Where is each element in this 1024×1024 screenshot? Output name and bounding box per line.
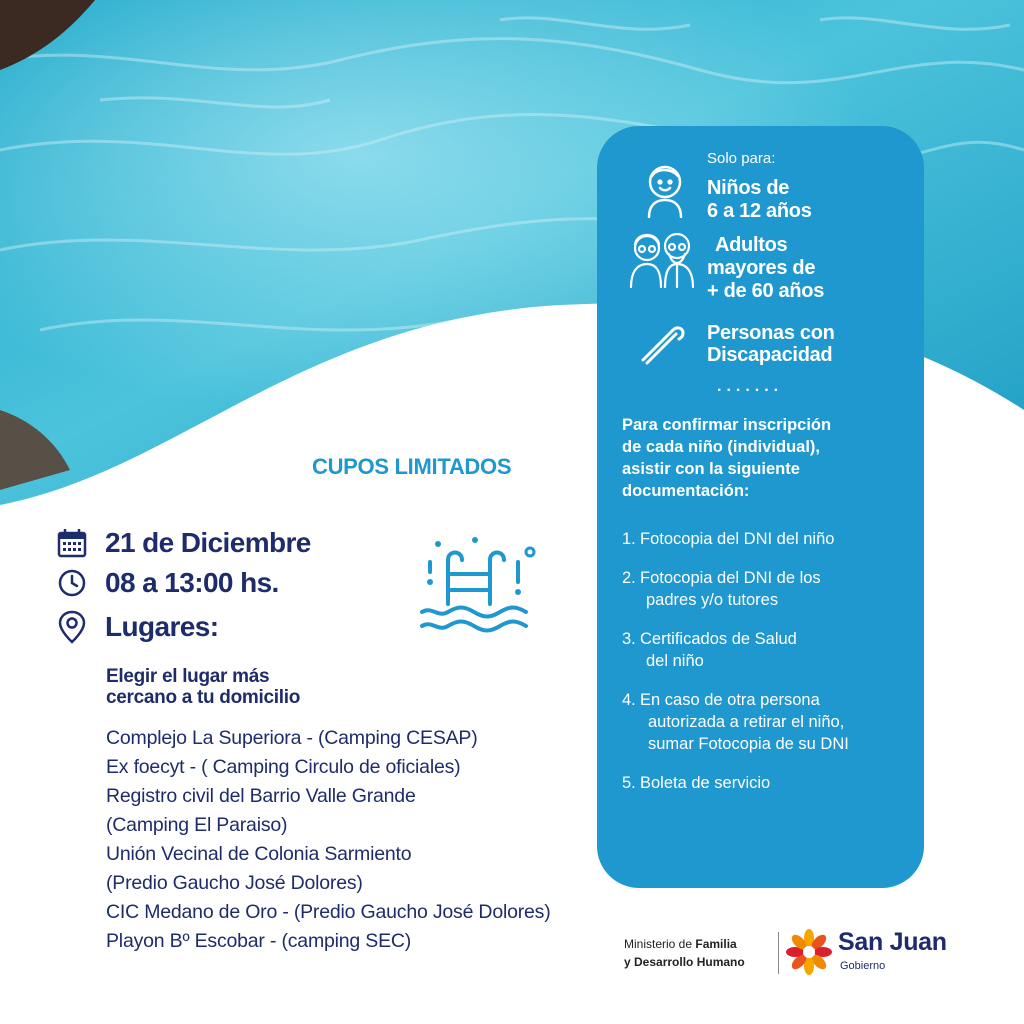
step-number: 3. [622,630,636,648]
step-text: Fotocopia del DNI del niño [640,530,835,548]
location-pin-icon [55,610,89,644]
cupos-limitados-heading: CUPOS LIMITADOS [312,454,512,479]
list-item: (Camping El Paraiso) [106,814,288,836]
elder-line-3: + de 60 años [707,280,825,302]
places-label: Lugares: [105,611,219,642]
step-text: Certificados de Salud [640,630,797,648]
confirm-line-1: Para confirmar inscripción [622,416,832,434]
list-item [622,628,849,672]
list-item: CIC Medano de Oro - (Predio Gaucho José Dolores) [106,901,551,923]
footer-divider [778,932,779,974]
ministerio-prefix: Ministerio de [624,937,693,951]
list-item: Registro civil del Barrio Valle Grande [106,785,416,807]
disability-line-1: Personas con [707,322,835,344]
ministerio-familia: Familia [695,937,737,951]
places-list [106,724,551,956]
clock-icon [55,566,89,600]
step-number: 1. [622,530,636,548]
confirm-line-4: documentación: [622,482,750,500]
san-juan-flower-icon [785,928,833,976]
date-row [55,526,311,560]
choose-place-instruction [106,666,300,708]
kids-line-1: Niños de [707,177,790,199]
confirm-line-2: de cada niño (individual), [622,438,821,456]
step-text: del niño [646,652,704,670]
step-number: 4. [622,691,636,709]
list-item [622,772,849,794]
event-time: 08 a 13:00 hs. [105,567,279,598]
list-item [622,528,849,550]
list-item: (Predio Gaucho José Dolores) [106,872,363,894]
step-text: sumar Fotocopia de su DNI [648,735,849,753]
list-item: Ex foecyt - ( Camping Circulo de oficiales) [106,756,461,778]
documents-list [622,528,849,811]
choose-line-2: cercano a tu domicilio [106,687,301,708]
list-item: Complejo La Superiora - (Camping CESAP) [106,727,478,749]
cane-icon [637,320,689,366]
event-date: 21 de Diciembre [105,527,311,558]
step-number: 5. [622,774,636,792]
gobierno-label: Gobierno [840,960,886,972]
solo-para-label: Solo para: [707,150,776,167]
elder-line-2: mayores de [707,257,816,279]
step-text: autorizada a retirar el niño, [648,713,845,731]
list-item [622,567,849,611]
disability-line-2: Discapacidad [707,344,833,366]
requirements-card [597,126,924,888]
time-row [55,566,279,600]
step-text: padres y/o tutores [646,591,779,609]
pool-ladder-icon [418,532,543,647]
list-item: Playon Bº Escobar - (camping SEC) [106,930,412,952]
dots-separator: ....... [717,378,784,395]
ministerio-logo-text [624,935,745,971]
step-text: En caso de otra persona [640,691,820,709]
confirm-line-3: asistir con la siguiente [622,460,800,478]
child-icon [641,162,689,218]
confirm-instruction [622,414,831,502]
kids-line-2: 6 a 12 años [707,200,812,222]
places-row [55,610,218,644]
choose-line-1: Elegir el lugar más [106,666,270,687]
list-item: Unión Vecinal de Colonia Sarmiento [106,843,412,865]
step-text: Boleta de servicio [640,774,771,792]
step-text: Fotocopia del DNI de los [640,569,821,587]
ministerio-desarrollo: y Desarrollo Humano [624,955,745,969]
elder-line-1: Adultos [715,234,788,256]
list-item [622,689,849,755]
san-juan-brand: San Juan [838,928,947,956]
elderly-couple-icon [627,226,699,288]
step-number: 2. [622,569,636,587]
calendar-icon [55,526,89,560]
